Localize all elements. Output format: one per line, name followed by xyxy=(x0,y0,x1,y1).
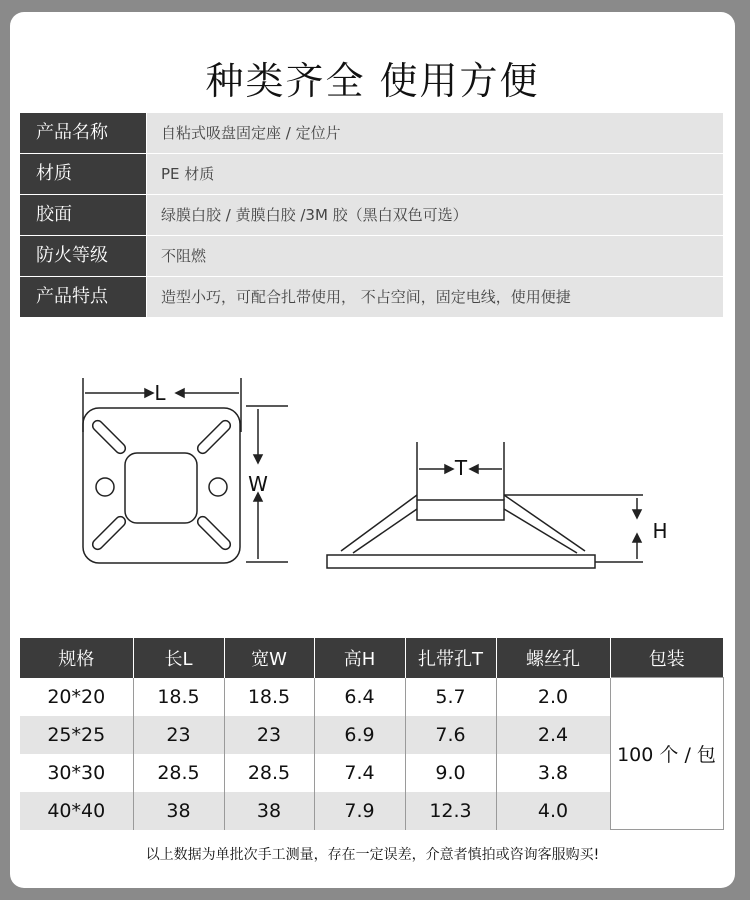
packaging-cell: 100 个 / 包 xyxy=(610,678,723,830)
table-cell: 28.5 xyxy=(224,754,314,792)
column-header: 高H xyxy=(314,638,405,678)
property-row xyxy=(20,277,723,317)
column-header: 规格 xyxy=(20,638,133,678)
table-cell: 40*40 xyxy=(20,792,133,830)
column-header: 扎带孔T xyxy=(405,638,496,678)
table-cell: 23 xyxy=(133,716,224,754)
property-label: 产品名称 xyxy=(20,113,146,153)
property-value: 自粘式吸盘固定座 / 定位片 xyxy=(147,113,723,153)
table-cell: 38 xyxy=(224,792,314,830)
dimension-label-t: T xyxy=(454,456,468,480)
top-view-drawing xyxy=(83,378,288,563)
column-header: 螺丝孔 xyxy=(496,638,610,678)
properties-table xyxy=(20,113,723,318)
column-header: 长L xyxy=(133,638,224,678)
column-header: 包装 xyxy=(610,638,723,678)
table-cell: 7.9 xyxy=(314,792,405,830)
dimension-diagram xyxy=(10,352,735,582)
property-value: 造型小巧，可配合扎带使用， 不占空间，固定电线，使用便捷 xyxy=(147,277,723,317)
table-cell: 18.5 xyxy=(224,678,314,716)
property-label: 胶面 xyxy=(20,195,146,235)
table-cell: 38 xyxy=(133,792,224,830)
property-row xyxy=(20,154,723,194)
property-row xyxy=(20,113,723,153)
dimension-label-l: L xyxy=(154,381,166,405)
page-title: 种类齐全 使用方便 xyxy=(205,59,540,103)
dimension-label-w: W xyxy=(248,472,268,496)
property-value: 不阻燃 xyxy=(147,236,723,276)
table-cell: 2.4 xyxy=(496,716,610,754)
table-cell: 4.0 xyxy=(496,792,610,830)
table-cell: 5.7 xyxy=(405,678,496,716)
table-row xyxy=(20,678,723,716)
table-cell: 6.9 xyxy=(314,716,405,754)
table-cell: 6.4 xyxy=(314,678,405,716)
property-label: 产品特点 xyxy=(20,277,146,317)
product-card xyxy=(10,12,735,888)
table-cell: 23 xyxy=(224,716,314,754)
property-value: 绿膜白胶 / 黄膜白胶 /3M 胶（黑白双色可选） xyxy=(147,195,723,235)
table-cell: 20*20 xyxy=(20,678,133,716)
table-cell: 3.8 xyxy=(496,754,610,792)
table-cell: 7.4 xyxy=(314,754,405,792)
table-cell: 12.3 xyxy=(405,792,496,830)
property-label: 材质 xyxy=(20,154,146,194)
property-row xyxy=(20,236,723,276)
table-cell: 18.5 xyxy=(133,678,224,716)
table-cell: 28.5 xyxy=(133,754,224,792)
spec-table-header xyxy=(20,638,723,678)
table-cell: 7.6 xyxy=(405,716,496,754)
table-cell: 2.0 xyxy=(496,678,610,716)
measurement-note: 以上数据为单批次手工测量，存在一定误差，介意者慎拍或咨询客服购买! xyxy=(145,847,600,863)
dimension-label-h: H xyxy=(652,519,668,543)
property-label: 防火等级 xyxy=(20,236,146,276)
spec-table xyxy=(20,638,724,830)
table-cell: 30*30 xyxy=(20,754,133,792)
table-cell: 9.0 xyxy=(405,754,496,792)
table-cell: 25*25 xyxy=(20,716,133,754)
column-header: 宽W xyxy=(224,638,314,678)
property-value: PE 材质 xyxy=(147,154,723,194)
side-view-drawing xyxy=(327,442,643,568)
property-row xyxy=(20,195,723,235)
